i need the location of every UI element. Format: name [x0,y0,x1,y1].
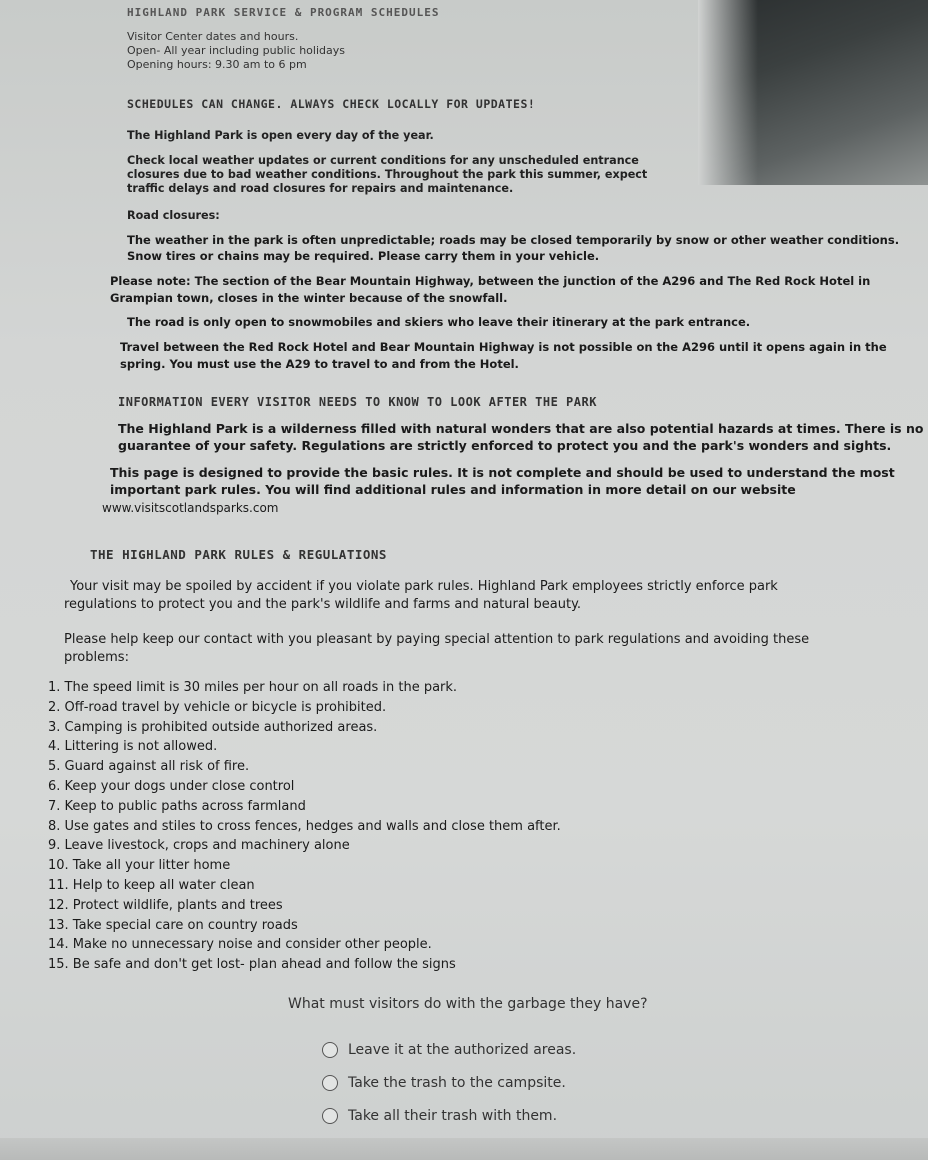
rule-item: 2. Off-road travel by vehicle or bicycle is prohibited. [48,699,387,715]
road-p4-line2: spring. You must use the A29 to travel to and from the Hotel. [120,357,519,371]
rule-item: 6. Keep your dogs under close control [48,778,295,794]
question-prompt: What must visitors do with the garbage they have? [288,996,648,1012]
open-line: Open- All year including public holidays [127,44,345,57]
answer-option-label: Take all their trash with them. [348,1108,558,1124]
bottom-edge [0,1138,928,1160]
rule-item: 9. Leave livestock, crops and machinery alone [48,838,350,854]
weather-check-line-1: Check local weather updates or current conditions for any unscheduled entrance [127,154,639,167]
rule-item: 12. Protect wildlife, plants and trees [48,897,283,913]
rule-item: 1. The speed limit is 30 miles per hour on all roads in the park. [48,680,458,695]
road-closures-heading: Road closures: [127,209,220,222]
rule-item: 4. Littering is not allowed. [48,739,218,755]
answer-option-label: Leave it at the authorized areas. [348,1042,577,1058]
road-p2-line1: Please note: The section of the Bear Mountain Highway, between the junction of the A296 and The Red Rock Hotel in [110,274,871,288]
schedules-warning: SCHEDULES CAN CHANGE. ALWAYS CHECK LOCALLY FOR UPDATES! [127,97,536,111]
rule-item: 11. Help to keep all water clean [48,877,255,893]
visitor-center-heading: Visitor Center dates and hours. [127,30,299,43]
rules-intro1-line2: regulations to protect you and the park's wildlife and farms and natural beauty. [64,597,582,612]
info-p2-line1: This page is designed to provide the basic rules. It is not complete and should be used to understand the most [110,465,895,480]
rule-item: 7. Keep to public paths across farmland [48,798,306,814]
page-title: HIGHLAND PARK SERVICE & PROGRAM SCHEDULES [127,6,440,19]
rule-item: 15. Be safe and don't get lost- plan ahead and follow the signs [48,957,456,973]
info-p1-line2: guarantee of your safety. Regulations are strictly enforced to protect you and the park's wonders and sights. [118,438,892,453]
rule-item: 13. Take special care on country roads [48,917,298,933]
answer-option-2[interactable] [322,1071,576,1095]
radio-icon[interactable] [322,1075,338,1091]
road-p2-line2: Grampian town, closes in the winter because of the snowfall. [110,291,508,305]
rules-intro2-line2: problems: [64,650,129,665]
info-p2-line2: important park rules. You will find additional rules and information in more detail on our website [110,482,796,497]
road-p4-line1: Travel between the Red Rock Hotel and Bear Mountain Highway is not possible on the A296 until it opens again in the [120,340,887,354]
rule-item: 3. Camping is prohibited outside authorized areas. [48,719,378,735]
website-link[interactable]: www.visitscotlandsparks.com [102,501,279,515]
rule-item: 8. Use gates and stiles to cross fences, hedges and walls and close them after. [48,818,561,834]
answer-option-label: Take the trash to the campsite. [348,1075,566,1091]
info-heading: INFORMATION EVERY VISITOR NEEDS TO KNOW TO LOOK AFTER THE PARK [118,395,597,409]
weather-check-line-3: traffic delays and road closures for repairs and maintenance. [127,182,514,195]
rules-intro2-line1: Please help keep our contact with you pleasant by paying special attention to park regulations and avoiding these [64,632,810,647]
background-photo [698,0,928,185]
road-p1-line1: The weather in the park is often unpredictable; roads may be closed temporarily by snow or other weather conditions. [127,233,900,247]
rules-heading: THE HIGHLAND PARK RULES & REGULATIONS [90,547,387,562]
rule-item: 14. Make no unnecessary noise and consider other people. [48,937,432,953]
rules-list [48,678,561,975]
answer-option-3[interactable] [322,1104,576,1128]
radio-icon[interactable] [322,1042,338,1058]
answer-options [322,1038,576,1128]
rule-item: 5. Guard against all risk of fire. [48,759,250,775]
road-p3: The road is only open to snowmobiles and skiers who leave their itinerary at the park entrance. [127,315,751,329]
info-p1-line1: The Highland Park is a wilderness filled with natural wonders that are also potential hazards at times. There is no [118,421,924,436]
open-every-day: The Highland Park is open every day of the year. [127,129,434,142]
opening-hours: Opening hours: 9.30 am to 6 pm [127,58,307,71]
road-p1-line2: Snow tires or chains may be required. Please carry them in your vehicle. [127,249,600,263]
rules-intro1-line1: Your visit may be spoiled by accident if you violate park rules. Highland Park employees strictly enforce park [70,579,778,594]
rule-item: 10. Take all your litter home [48,858,231,874]
weather-check-line-2: closures due to bad weather conditions. Throughout the park this summer, expect [127,168,648,181]
answer-option-1[interactable] [322,1038,576,1062]
radio-icon[interactable] [322,1108,338,1124]
